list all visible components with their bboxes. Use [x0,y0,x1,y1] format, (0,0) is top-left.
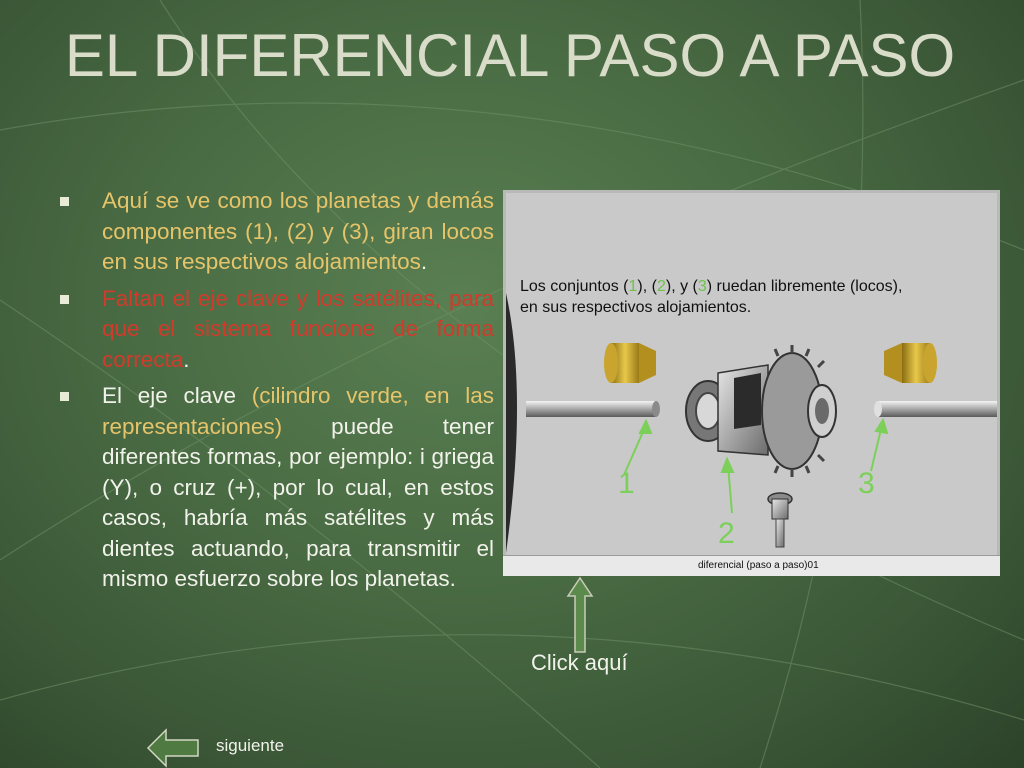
square-bullet-icon [60,197,69,206]
figure-annotation: Los conjuntos ( [520,278,629,295]
figure-caption: diferencial (paso a paso)01 [698,560,819,571]
back-arrow-button[interactable] [146,728,200,768]
right-planet-gear [884,343,937,383]
bullet-period: . [183,346,190,372]
bullet-text: Aquí se ve como los planetas y demás componentes (1), (2) y (3), giran locos en sus respectivos alojamientos [102,188,494,274]
bullet-highlight: (cilindro verde, en las representaciones) [102,383,494,439]
bullet-item [58,381,494,595]
bullet-item [58,284,494,376]
square-bullet-icon [60,392,69,401]
bullet-text: Faltan el eje clave y los satélites, para que el sistema funcione de forma correcta [102,285,494,372]
figure-caption-bar [503,555,1000,576]
differential-illustration [506,193,997,573]
click-here-link[interactable]: Click aquí [531,650,628,675]
figure-annotation-number: 1 [628,278,638,295]
bullet-text: El eje clave [102,383,252,408]
bullet-text: puede tener diferentes formas, por ejemplo: i griega (Y), o cruz (+), por lo cual, en estos casos, habría más satélites y más dientes actuando, para transmitir el mismo esfuerzo sobre los planetas. [102,413,494,591]
next-link[interactable]: siguiente [216,736,285,755]
figure-annotation: ), y ( [665,278,698,295]
bullet-item [58,186,494,278]
square-bullet-icon [60,295,69,304]
bullet-period: . [420,249,428,274]
label-3: 3 [858,467,875,500]
right-axle-shaft [878,401,997,417]
figure-annotation-number: 3 [697,278,707,295]
left-axle-shaft [526,401,656,417]
label-1: 1 [618,467,635,500]
figure-annotation: ), ( [637,278,657,295]
slide-title: EL DIFERENCIAL PASO A PASO [64,22,956,89]
left-planet-gear [604,343,656,383]
svg-text:Los conjuntos (1), (2), y (3) [520,278,902,295]
figure-annotation-line2: en sus respectivos alojamientos. [520,299,752,316]
bullet-list [58,186,494,601]
differential-figure[interactable] [503,190,1000,576]
up-arrow-icon[interactable] [566,576,594,654]
figure-annotation-number: 2 [656,278,666,295]
figure-annotation: ) ruedan libremente (locos), [706,278,903,295]
label-2: 2 [718,517,735,550]
